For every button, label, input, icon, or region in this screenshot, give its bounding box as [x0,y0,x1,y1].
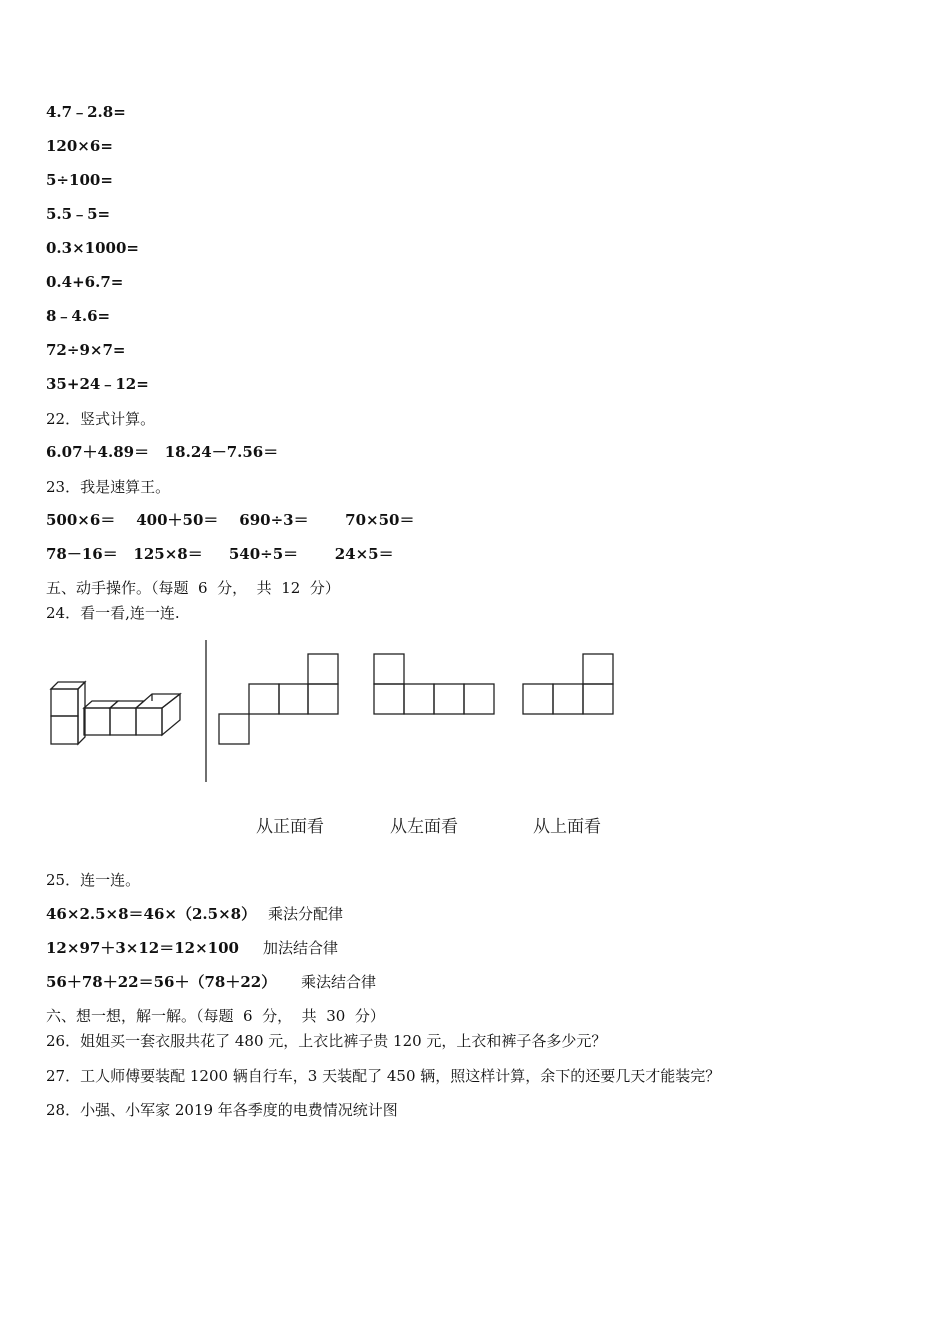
q25-expr-3: 56＋78＋22＝56＋（78＋22） [46,973,277,991]
q24-title: 24．看一看,连一连. [46,604,180,622]
q22-items: 6.07＋4.89＝ 18.24－7.56＝ [46,443,279,461]
q25-law-1: 乘法分配律 [268,905,344,923]
view-label-front: 从正面看 [256,817,324,837]
mental-math-7: 8﹣4.6= [46,307,111,325]
mental-math-1: 4.7﹣2.8= [46,103,126,121]
mental-math-6: 0.4+6.7= [46,273,124,291]
q25-law-3: 乘法结合律 [301,973,377,991]
q25-expr-2: 12×97＋3×12＝12×100 [46,939,239,957]
mental-math-4: 5.5﹣5= [46,205,111,223]
q25-law-2: 加法结合律 [263,939,339,957]
mental-math-5: 0.3×1000= [46,239,139,257]
mental-math-9: 35+24﹣12= [46,375,149,393]
q23-row1: 500×6＝ 400＋50＝ 690÷3＝ 70×50＝ [46,511,415,529]
mental-math-8: 72÷9×7= [46,341,126,359]
q25-expr-1: 46×2.5×8＝46×（2.5×8） [46,905,257,923]
q23-row2: 78－16＝ 125×8＝ 540÷5＝ 24×5＝ [46,545,394,563]
q26-text: 26．姐姐买一套衣服共花了 480 元，上衣比裤子贵 120 元，上衣和裤子各多少元？ [46,1032,607,1050]
section-6-heading: 六、想一想，解一解。（每题 6 分， 共 30 分） [46,1007,385,1025]
q23-title: 23．我是速算王。 [46,478,171,496]
section-5-heading: 五、动手操作。（每题 6 分， 共 12 分） [46,579,340,597]
mental-math-3: 5÷100= [46,171,113,189]
q28-text: 28．小强、小军家 2019 年各季度的电费情况统计图 [46,1101,398,1119]
q27-text: 27．工人师傅要装配 1200 辆自行车，3 天装配了 450 辆，照这样计算，余下的还要几天才能装完？ [46,1067,721,1085]
view-label-top: 从上面看 [533,817,601,837]
q22-title: 22．竖式计算。 [46,410,156,428]
view-label-left: 从左面看 [390,817,458,837]
q25-title: 25．连一连。 [46,871,141,889]
mental-math-2: 120×6= [46,137,113,155]
